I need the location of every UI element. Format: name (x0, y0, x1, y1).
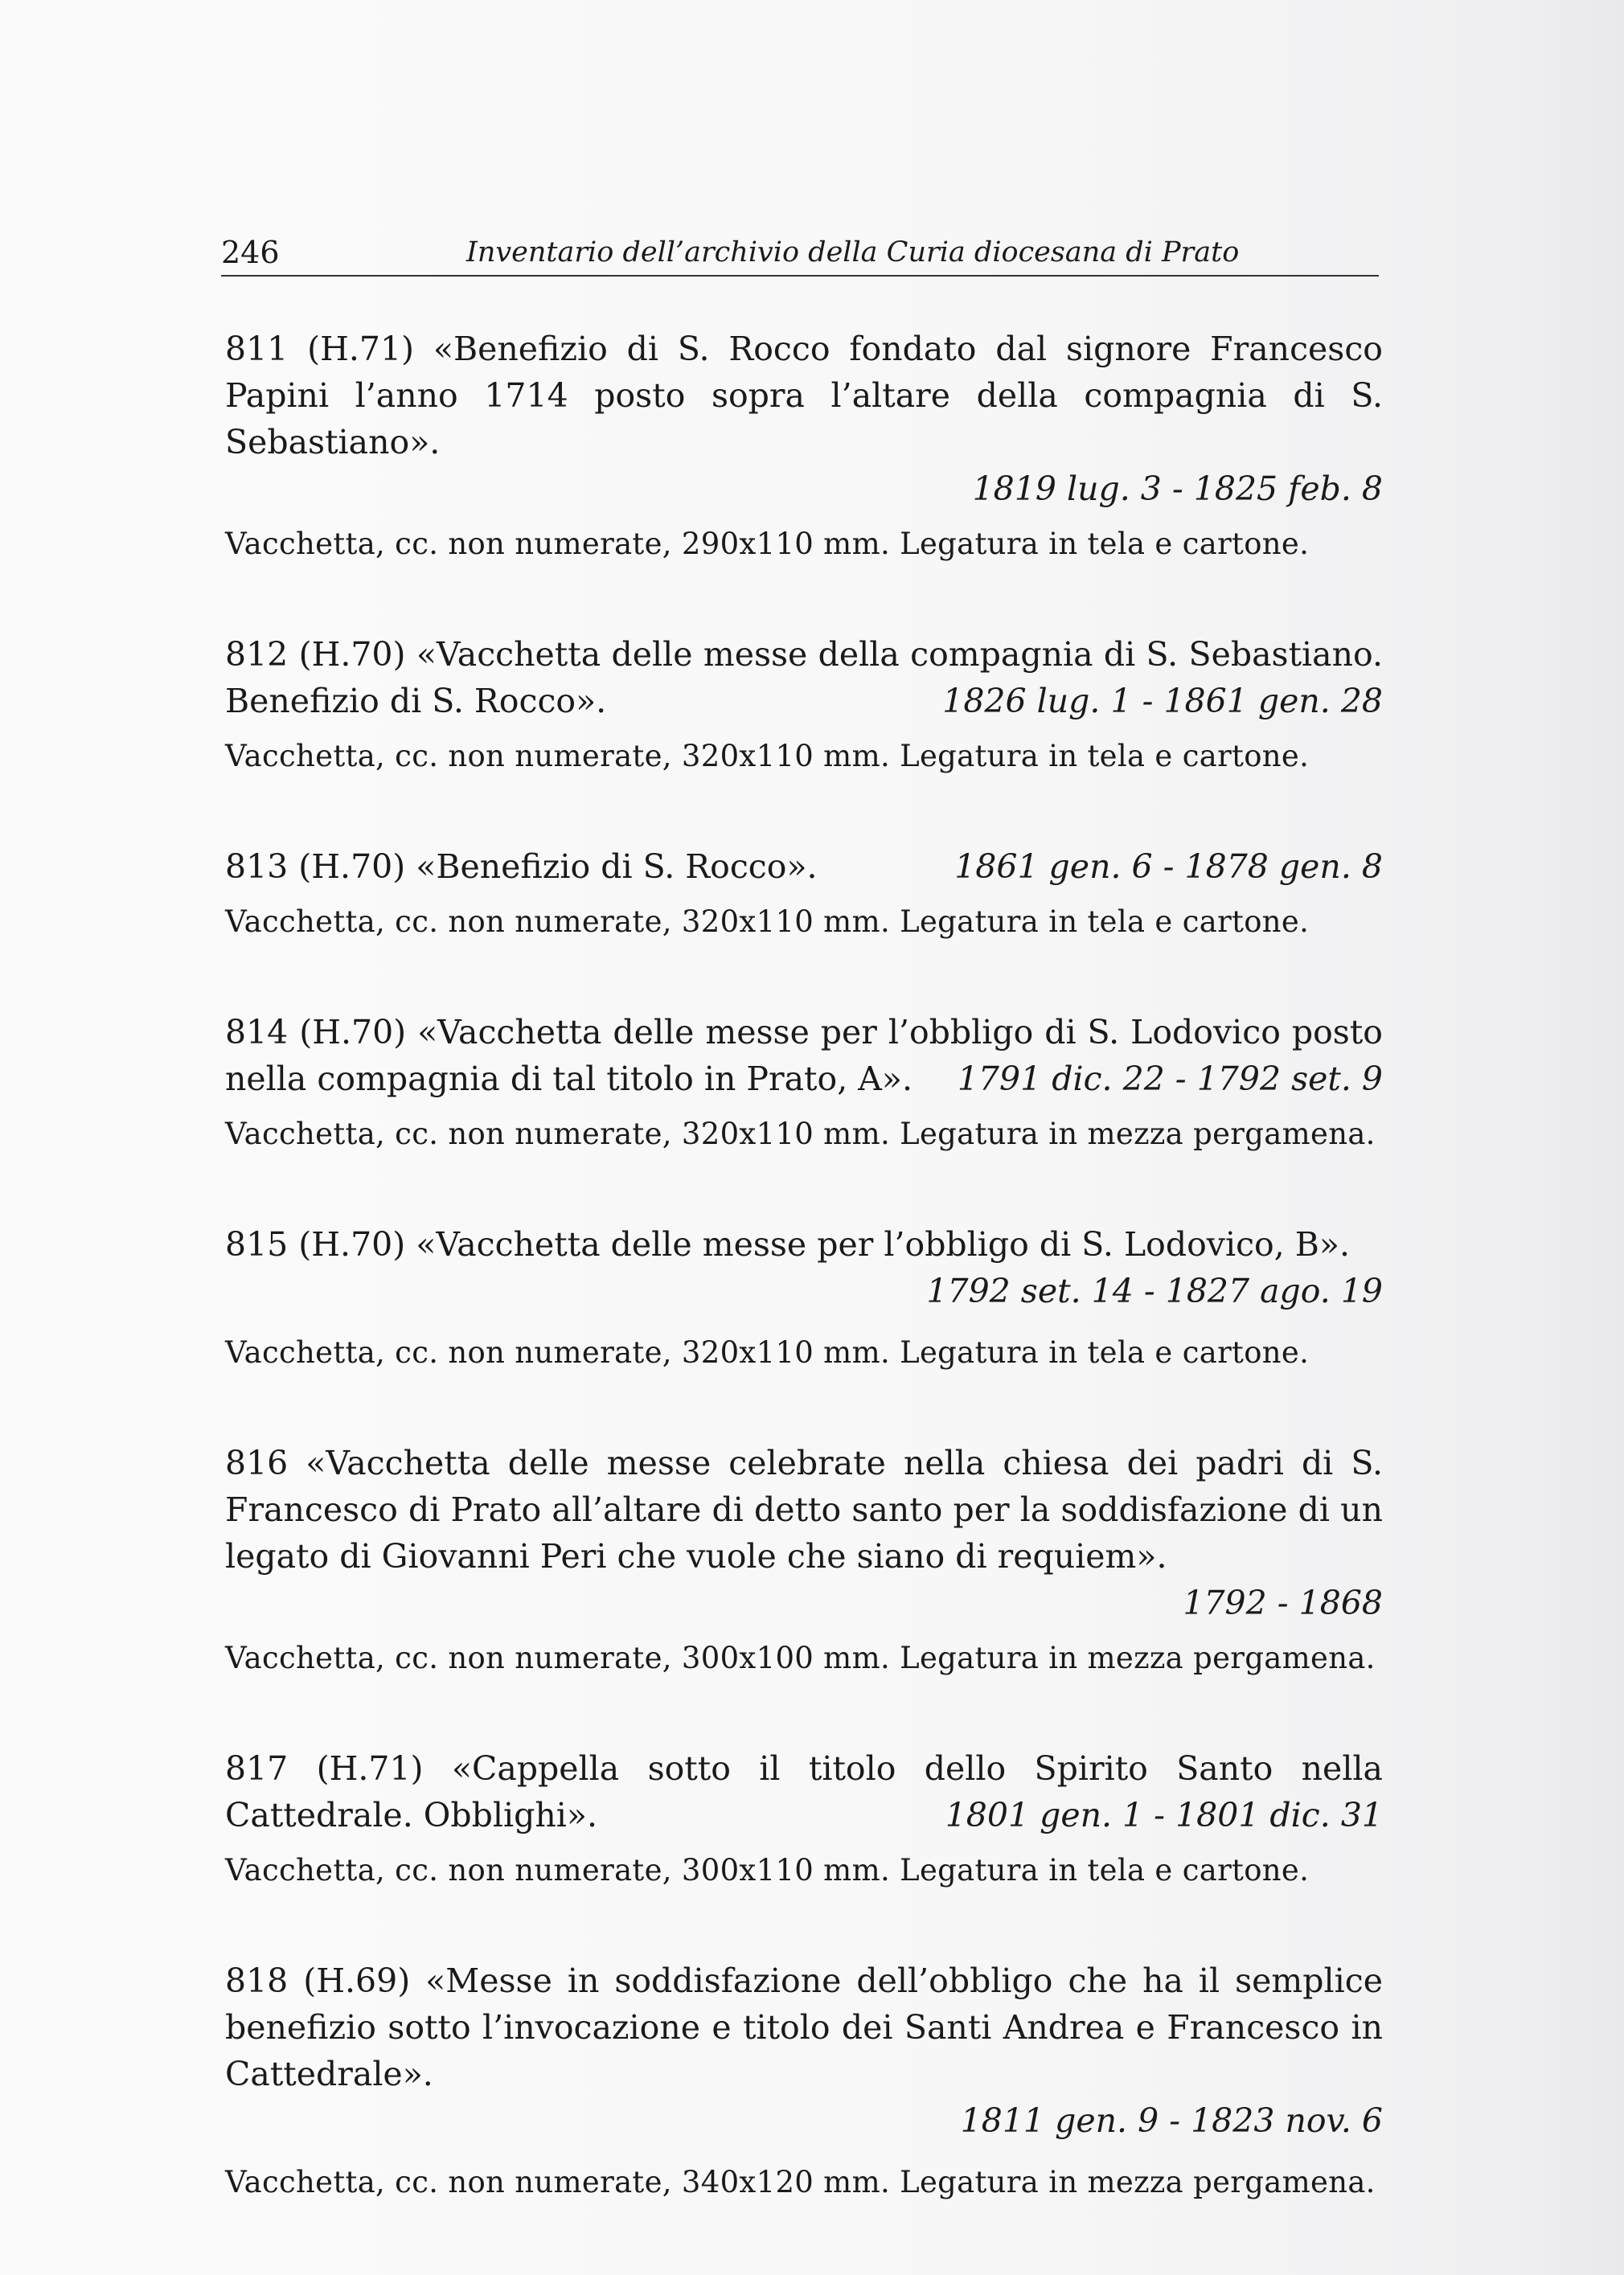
entry-814 (225, 1009, 1383, 1155)
running-title: Inventario dell’archivio della Curia diocesana di Prato (466, 236, 1240, 268)
entry-text: 811 (H.71) «Benefizio di S. Rocco fondato dal signore Francesco Papini l’anno 1714 posto sopra l’altare della compagnia di S. Sebastiano». (225, 330, 1383, 461)
entry-817 (225, 1745, 1383, 1892)
entry-date: 1826 lug. 1 - 1861 gen. 28 (942, 682, 1383, 720)
page-number: 246 (221, 235, 280, 270)
entries-list (225, 326, 1383, 2203)
entry-text: 812 (H.70) «Vacchetta delle messe della compagnia di S. Sebastiano. Benefizio di S. Rocco». (225, 635, 1383, 720)
entry-text-block (225, 631, 1383, 724)
entry-text: 817 (H.71) «Cappella sotto il titolo dello Spirito Santo nella Cattedrale. Obblighi». (225, 1749, 1383, 1834)
entry-description: Vacchetta, cc. non numerate, 300x110 mm. Legatura in tela e cartone. (225, 1853, 1310, 1888)
entry-818 (225, 1957, 1383, 2203)
entry-815 (225, 1221, 1383, 1374)
entry-text: 816 «Vacchetta delle messe celebrate nella chiesa dei padri di S. Francesco di Prato all’altare di detto santo per la soddisfazione di un legato di Giovanni Peri che vuole che siano di requiem». (225, 1444, 1383, 1576)
entry-date: 1819 lug. 3 - 1825 feb. 8 (972, 469, 1383, 508)
entry-date: 1792 set. 14 - 1827 ago. 19 (926, 1272, 1383, 1310)
entry-description: Vacchetta, cc. non numerate, 320x110 mm. Legatura in tela e cartone. (225, 904, 1310, 939)
entry-text: 815 (H.70) «Vacchetta delle messe per l’obbligo di S. Lodovico, B». (225, 1225, 1351, 1264)
page-header (221, 227, 1379, 277)
entry-text: 813 (H.70) «Benefizio di S. Rocco». (225, 847, 818, 886)
entry-text-block (225, 1745, 1383, 1838)
entry-text-block (225, 1440, 1383, 1626)
entry-date: 1861 gen. 6 - 1878 gen. 8 (954, 847, 1383, 886)
entry-date: 1811 gen. 9 - 1823 nov. 6 (960, 2101, 1383, 2140)
entry-description: Vacchetta, cc. non numerate, 320x110 mm. Legatura in tela e cartone. (225, 739, 1310, 773)
entry-813 (225, 843, 1383, 943)
entry-description: Vacchetta, cc. non numerate, 320x110 mm. Legatura in mezza pergamena. (225, 1117, 1376, 1151)
entry-816 (225, 1440, 1383, 1679)
entry-text-block (225, 1009, 1383, 1102)
entry-text: 814 (H.70) «Vacchetta delle messe per l’obbligo di S. Lodovico posto nella compagnia di tal titolo in Prato, A». (225, 1013, 1383, 1098)
entry-description: Vacchetta, cc. non numerate, 290x110 mm. Legatura in tela e cartone. (225, 527, 1310, 561)
entry-description: Vacchetta, cc. non numerate, 320x110 mm. Legatura in tela e cartone. (225, 1335, 1310, 1370)
entry-text: 818 (H.69) «Messe in soddisfazione dell’obbligo che ha il semplice benefizio sotto l’invocazione e titolo dei Santi Andrea e Francesco in Cattedrale». (225, 1961, 1383, 2093)
entry-812 (225, 631, 1383, 777)
entry-date: 1801 gen. 1 - 1801 dic. 31 (945, 1796, 1383, 1834)
entry-description: Vacchetta, cc. non numerate, 340x120 mm. Legatura in mezza pergamena. (225, 2165, 1376, 2199)
entry-811 (225, 326, 1383, 565)
entry-date: 1792 - 1868 (1183, 1584, 1383, 1622)
entry-date: 1791 dic. 22 - 1792 set. 9 (957, 1060, 1383, 1098)
entry-description: Vacchetta, cc. non numerate, 300x100 mm. Legatura in mezza pergamena. (225, 1641, 1376, 1675)
entry-text-block (225, 843, 1383, 890)
